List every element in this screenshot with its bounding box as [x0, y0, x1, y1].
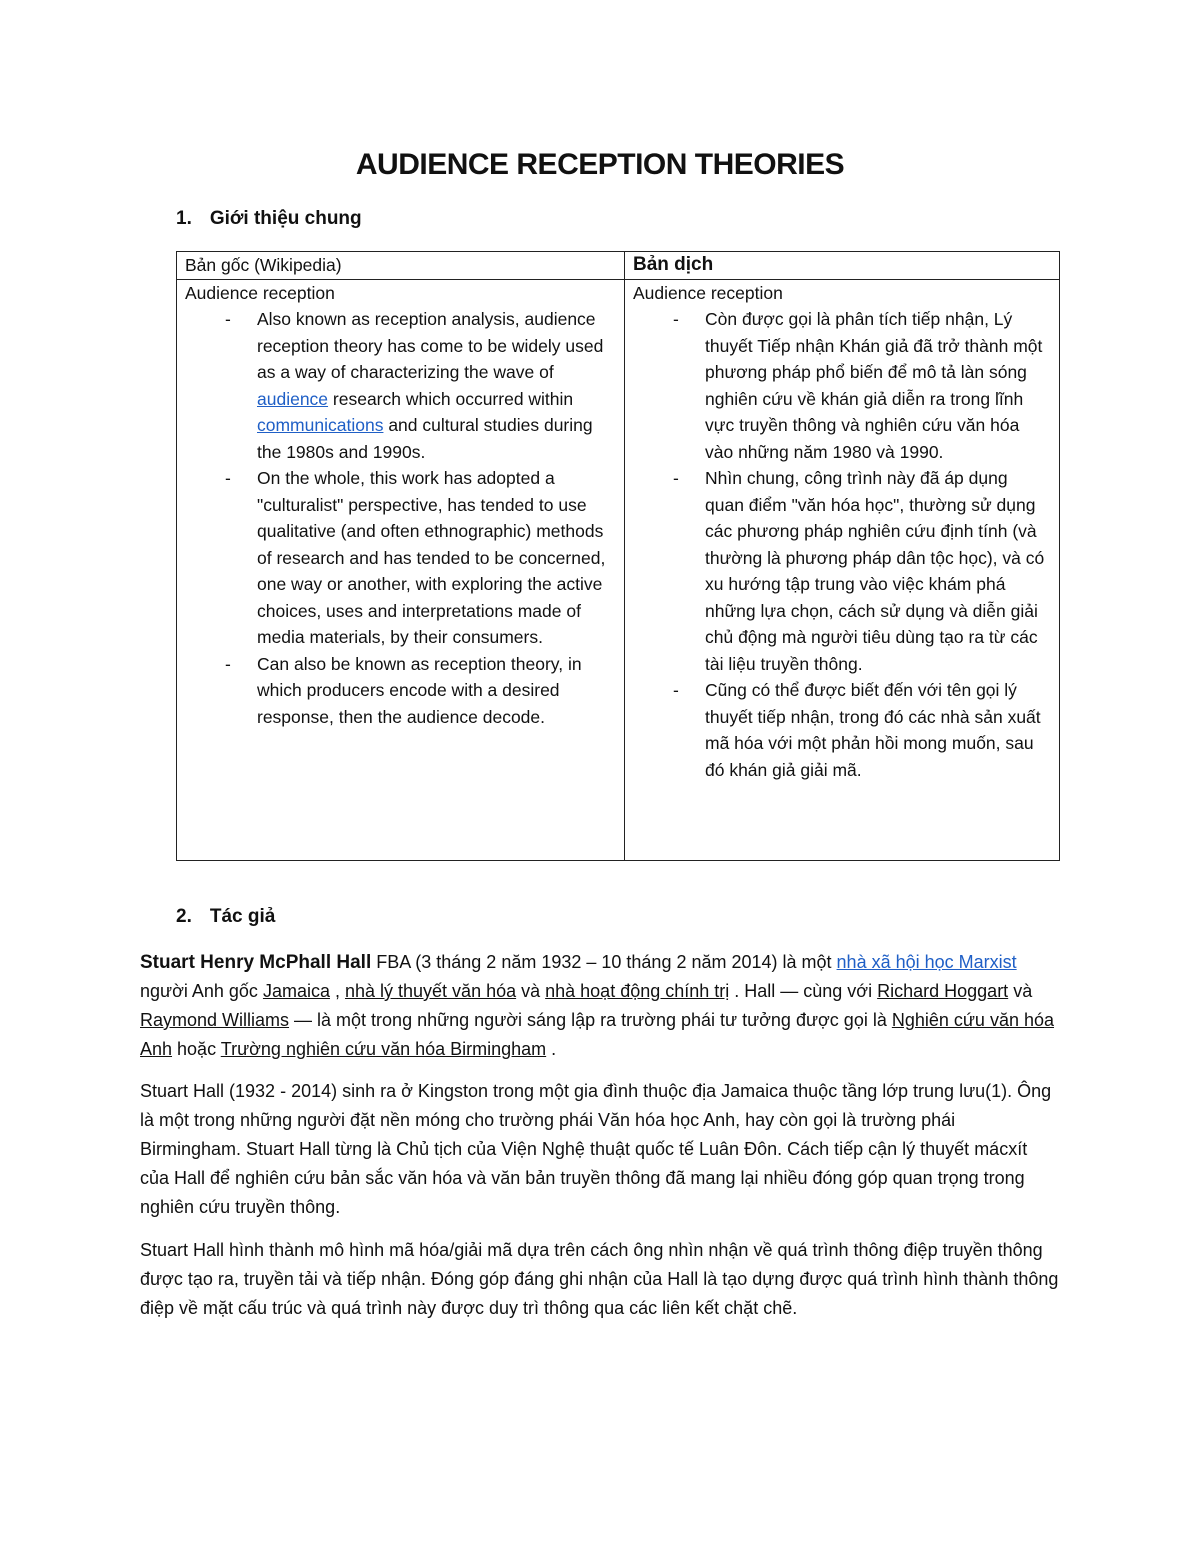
biography-paragraph: Stuart Hall (1932 - 2014) sinh ra ở Kingston trong một gia đình thuộc địa Jamaica thuộc tầng lớp trung lưu(1). Ông là một trong những người đặt nền móng cho trường phái Văn hóa học Anh, hay còn gọi là trường phái Birmingham. Stuart Hall từng là Chủ tịch của Viện Nghệ thuật quốc tế Luân Đôn. Cách tiếp cận lý thuyết mácxít của Hall để nghiên cứu bản sắc văn hóa và văn bản truyền thông đã mang lại nhiều đóng góp quan trọng trong nghiên cứu truyền thông. — [140, 1081, 1052, 1217]
table-row — [177, 279, 1060, 860]
model-paragraph: Stuart Hall hình thành mô hình mã hóa/giải mã dựa trên cách ông nhìn nhận về quá trình thông điệp truyền thông được tạo ra, truyền tải và tiếp nhận. Đóng góp đáng ghi nhận của Hall là tạo dựng được quá trình hình thành thông điệp về mặt cấu trúc và quá trình này được duy trì thông qua các liên kết chặt chẽ. — [140, 1240, 1059, 1318]
paragraph-text: . — [546, 1039, 557, 1059]
paragraph-text: FBA (3 tháng 2 năm 1932 – 10 tháng 2 năm 2014) là một — [371, 952, 837, 972]
paragraph-text: . Hall — cùng với — [729, 981, 878, 1001]
list-item: - Còn được gọi là phân tích tiếp nhận, Lý thuyết Tiếp nhận Khán giả đã trở thành một phương pháp phổ biến để mô tả làn sóng nghiên cứu về khán giả diễn ra trong lĩnh vực truyền thông và nghiên cứu văn hóa vào những năm 1980 và 1990. — [705, 306, 1051, 465]
original-cell — [177, 279, 625, 860]
list-item: - Nhìn chung, công trình này đã áp dụng quan điểm "văn hóa học", thường sử dụng các phương pháp nghiên cứu định tính (và thường là phương pháp dân tộc học), và có xu hướng tập trung vào việc khám phá những lựa chọn, cách sử dụng và diễn giải chủ động mà người tiêu dùng tạo ra từ các tài liệu truyền thông. — [705, 465, 1051, 677]
link-political-activist[interactable]: nhà hoạt động chính trị — [545, 981, 730, 1001]
section-number: 2. — [176, 906, 192, 927]
list-item: - Cũng có thể được biết đến với tên gọi lý thuyết tiếp nhận, trong đó các nhà sản xuất mã hóa với một phản hồi mong muốn, sau đó khán giả giải mã. — [705, 677, 1051, 783]
paragraph-text: và — [1008, 981, 1033, 1001]
list-item: - Can also be known as reception theory, in which producers encode with a desired response, then the audience decode. — [257, 651, 616, 731]
section-number: 1. — [176, 208, 192, 229]
link-raymond-williams[interactable]: Raymond Williams — [140, 1010, 290, 1030]
list-item: - On the whole, this work has adopted a "culturalist" perspective, has tended to use qualitative (and often ethnographic) methods of research and has tended to be concerned, one way or another, with exploring the active choices, uses and interpretations made of media materials, by their consumers. — [257, 465, 616, 651]
link-jamaica[interactable]: Jamaica — [262, 981, 330, 1001]
original-column-header: Bản gốc (Wikipedia) — [177, 252, 625, 280]
link-cultural-theorist[interactable]: nhà lý thuyết văn hóa — [344, 981, 517, 1001]
document-title: AUDIENCE RECEPTION THEORIES — [355, 148, 845, 181]
cell-heading: Audience reception — [185, 282, 335, 303]
paragraph-text: và — [516, 981, 546, 1001]
translation-cell — [625, 279, 1060, 860]
author-paragraph — [140, 948, 1060, 1064]
paragraph-text: — là một trong những người sáng lập ra trường phái tư tưởng được gọi là — [289, 1010, 892, 1030]
translation-column-header: Bản dịch — [625, 252, 1060, 280]
bullet-list — [633, 306, 1051, 783]
table-header-row — [177, 252, 1060, 280]
paragraph-text: , — [329, 981, 345, 1001]
list-item-text: and cultural studies during the 1980s and 1990s. — [257, 415, 593, 462]
link-audience[interactable]: audience — [257, 388, 329, 409]
section-heading-author — [176, 906, 275, 928]
bullet-list — [185, 306, 616, 730]
section-title: Giới thiệu chung — [209, 208, 362, 229]
section-heading-intro — [176, 208, 362, 230]
link-birmingham-school[interactable]: Trường nghiên cứu văn hóa Birmingham — [220, 1039, 547, 1059]
list-item — [257, 306, 616, 465]
link-marxist-sociologist[interactable]: nhà xã hội học Marxist — [836, 952, 1017, 972]
link-communications[interactable]: communications — [257, 415, 384, 435]
link-british-cultural-studies[interactable]: Nghiên cứu văn hóa Anh — [140, 1010, 1055, 1059]
link-richard-hoggart[interactable]: Richard Hoggart — [877, 981, 1009, 1001]
translation-table — [176, 251, 1060, 861]
section-title: Tác giả — [209, 906, 276, 927]
paragraph-text: hoặc — [172, 1039, 221, 1059]
list-item-text: research which occurred within — [328, 388, 574, 409]
paragraph-text: người Anh gốc — [140, 981, 263, 1001]
author-name: Stuart Henry McPhall Hall — [140, 952, 372, 973]
cell-heading: Audience reception — [633, 282, 783, 303]
list-item-text: Also known as reception analysis, audience reception theory has come to be widely used as a way of characterizing the wave of — [257, 309, 604, 382]
